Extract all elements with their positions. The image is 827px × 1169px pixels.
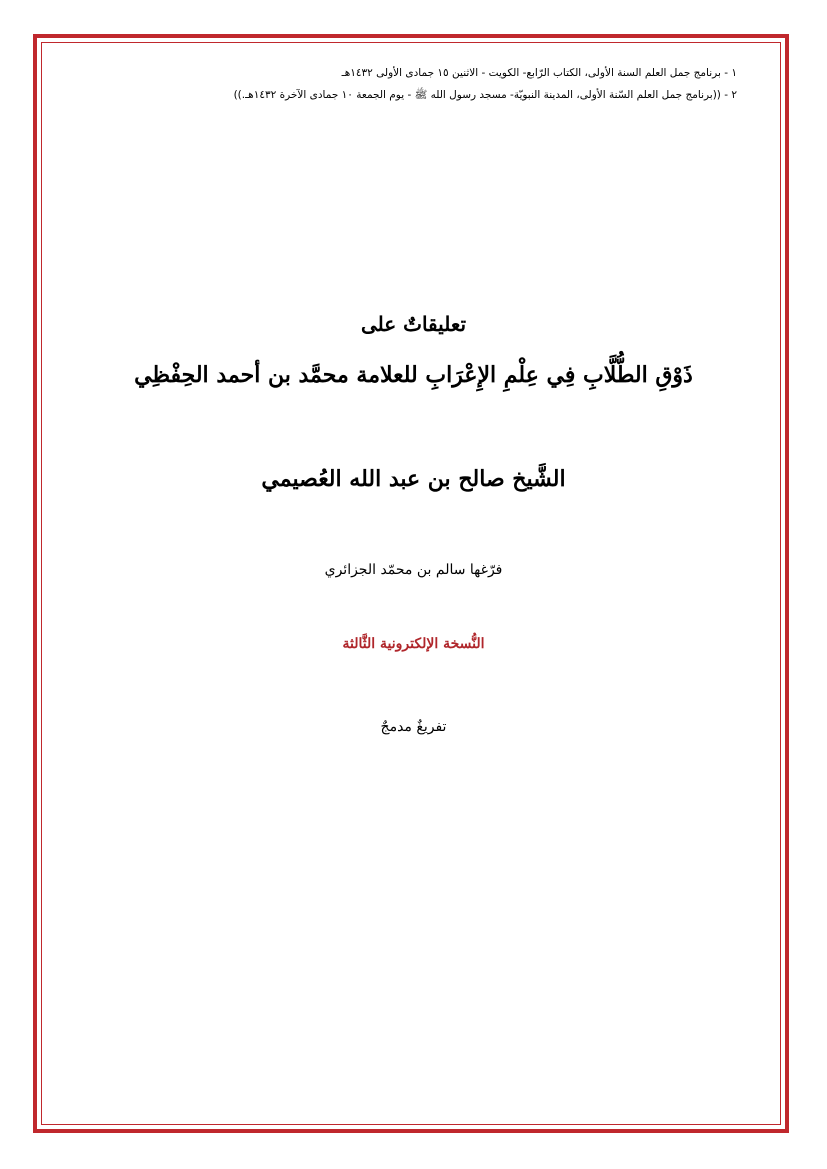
edition-label: النُّسخة الإلكترونية الثَّالثة <box>342 636 485 652</box>
book-title: ذَوْقِ الطُّلَّابِ فِي عِلْمِ الإِعْرَابِ للعلامة محمَّد بن أحمد الحِفْظِي <box>134 362 693 388</box>
author-name: الشَّيخ صالح بن عبد الله العُصيمي <box>261 466 566 492</box>
header-notes <box>60 62 737 106</box>
title-line-1: تعليقاتٌ على <box>360 312 467 336</box>
transcriber-credit: فرّغها سالم بن محمّد الجزائري <box>324 562 503 578</box>
page-border-inner <box>41 42 781 1125</box>
merged-transcription-note: تفريغٌ مدمجٌ <box>380 719 447 735</box>
page-border-outer <box>33 34 789 1133</box>
note-line-1: ١ - برنامج جمل العلم السنة الأولى، الكتاب الرّابع- الكويت - الاثنين ١٥ جمادى الأولى ١٤٣٢هـ <box>341 67 737 79</box>
note-line-2: ٢ - ((برنامج جمل العلم السّنة الأولى، المدينة النبويّة- مسجد رسول الله ﷺ - يوم الجمعة ١٠ جمادى الآخرة ١٤٣٢هـ.)) <box>233 89 737 101</box>
